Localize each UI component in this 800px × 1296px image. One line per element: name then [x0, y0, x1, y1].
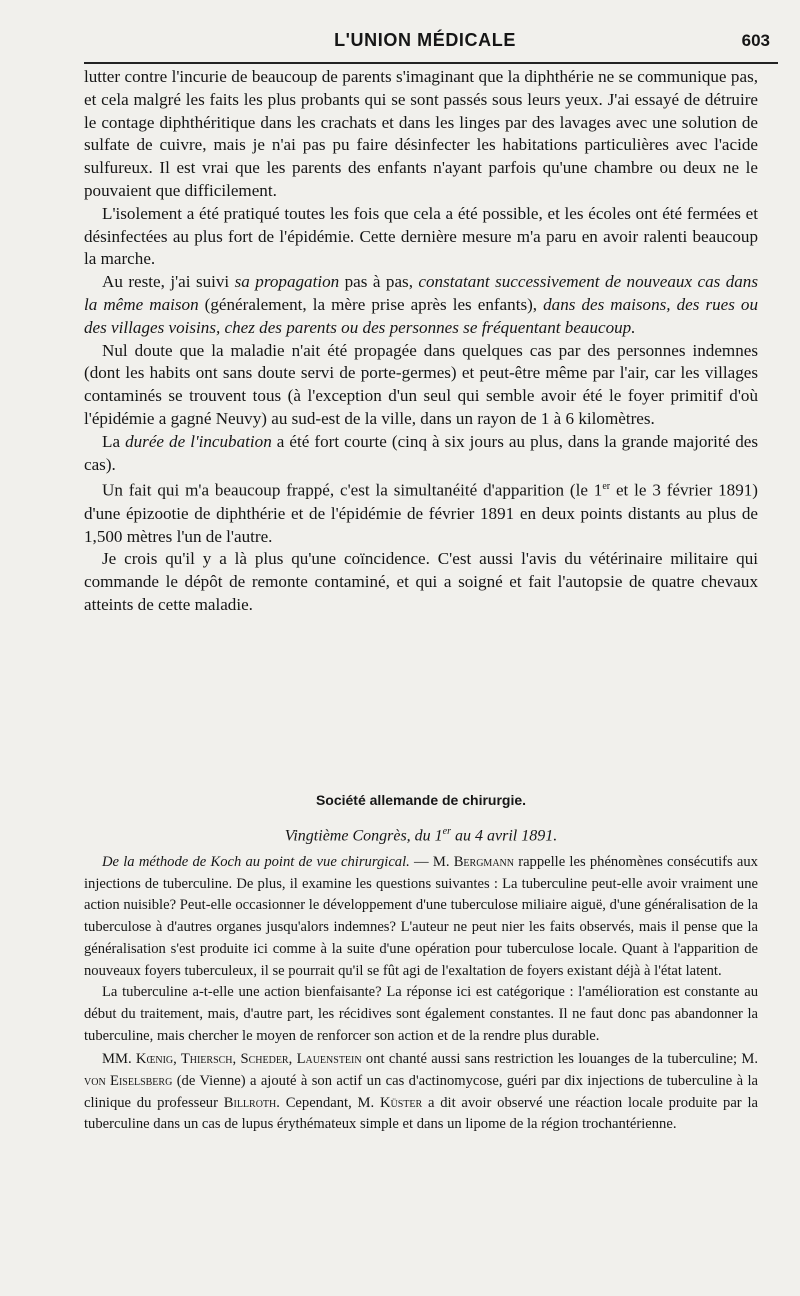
report-paragraph-1: De la méthode de Koch au point de vue chirurgical. — M. Bergmann rappelle les phénomènes consécutifs aux injections de tuberculine. De plus, il examine les questions suivantes : La tuberculine peut-elle avoir vraiment une action nuisible? Peut-elle occasionner le développement d'une tuberculose miliaire aiguë, d'une généralisation de la tuberculose à d'autres organes jusqu'alors indemnes? L'auteur ne peut nier les faits observés, mais il pense que la généralisation s'est produite ici comme à la suite d'une opération pour tuberculose locale. Quant à l'apparition de nouveaux foyers tuberculeux, il se pourrait qu'il se fût agi de l'exaltation de foyers existant déjà à l'état latent. [84, 854, 758, 979]
italic-phrase: durée de l'incubation [125, 431, 272, 451]
author-name: von Eiselsberg [84, 1073, 173, 1090]
section-heading: Société allemande de chirurgie. [315, 792, 527, 808]
paragraph-2: L'isolement a été pratiqué toutes les fois que cela a été possible, et les écoles ont été fermées et désinfectées au plus fort de l'épidémie. Cette dernière mesure m'a paru en avoir ralenti beaucoup la marche. [84, 203, 758, 269]
paragraph-4: Nul doute que la maladie n'ait été propagée dans quelques cas par des personnes indemnes (dont les habits ont sans doute servi de porte-germes) et peut-être même par l'air, car les villages contaminés se trouvent tous (à l'exception d'un seul qui semble avoir été le foyer primitif d'où l'épidémie a gagné Neuvy) au sud-est de la ville, dans un rayon de 1 à 6 kilomètres. [84, 340, 758, 428]
author-name: Bergmann [453, 854, 514, 870]
author-names: Kœnig, Thiersch, Scheder, Lauenstein [135, 1051, 362, 1068]
page-number: 603 [741, 31, 770, 50]
paragraph-5: La durée de l'incubation a été fort courte (cinq à six jours au plus, dans la grande majorité des cas). [84, 431, 758, 474]
author-name: Billroth [223, 1094, 277, 1111]
report-paragraph-2: La tuberculine a-t-elle une action bienfaisante? La réponse ici est catégorique : l'amélioration est constante au début du traitement, mais, d'autre part, les récidives sont également constantes. Il ne faut donc pas abandonner la tuberculine, mais chercher le moyen de renforcer son action et de la rendre plus durable. [84, 984, 758, 1044]
report-topic-title: De la méthode de Koch au point de vue chirurgical. [102, 854, 410, 870]
section-subheading: Vingtième Congrès, du 1er au 4 avril 1891. [284, 826, 558, 845]
paragraph-3: Au reste, j'ai suivi sa propagation pas à pas, constatant successivement de nouveaux cas dans la même maison (généralement, la mère prise après les enfants), dans des maisons, des rues ou des villages voisins, chez des parents ou des personnes se fréquentant beaucoup. [84, 272, 759, 337]
italic-phrase: constatant successivement de nouveaux cas dans la même maison [84, 272, 759, 314]
header-rule [84, 62, 778, 64]
article-body [84, 66, 758, 617]
paragraph-6: Un fait qui m'a beaucoup frappé, c'est la simultanéité d'apparition (le 1er et le 3 février 1891) d'une épizootie de diphthérie et de l'épidémie de février 1891 en deux points distants au plus de 1,500 mètres l'un de l'autre. [84, 481, 758, 546]
italic-phrase: sa propagation [234, 272, 340, 292]
italic-phrase: dans des maisons, des rues ou des villages voisins, chez des parents ou des personnes se fréquentant beaucoup. [84, 294, 759, 337]
report-paragraph-3: MM. Kœnig, Thiersch, Scheder, Lauenstein ont chanté aussi sans restriction les louanges de la tuberculine; M. von Eiselsberg (de Vienne) a ajouté à son actif un cas d'actinomycose, guéri par dix injections de tuberculine à la clinique du professeur Billroth. Cependant, M. Küster a dit avoir observé une réaction locale produite par la tuberculine dans un cas de lupus érythémateux simple et dans un lipome de la région trochantérienne. [84, 1051, 758, 1133]
running-header [80, 24, 770, 56]
author-name: Küster [379, 1094, 423, 1111]
journal-title: L'UNION MÉDICALE [334, 30, 516, 50]
paragraph-1: lutter contre l'incurie de beaucoup de parents s'imaginant que la diphthérie ne se communique pas, et cela malgré les faits les plus probants qui se sont passés sous leurs yeux. J'ai essayé de détruire le contage diphthéritique dans les crachats et dans les linges par des lavages avec une solution de sulfate de cuivre, mais je n'ai pas pu faire désinfecter les habitations particulières avec l'acide sulfureux. Il est vrai que les parents des enfants n'ayant parfois qu'une chambre ou deux ne le pouvaient que difficilement. [84, 67, 758, 200]
paragraph-7: Je crois qu'il y a là plus qu'une coïncidence. C'est aussi l'avis du vétérinaire militaire qui commande le dépôt de remonte contaminé, et qui a soigné et fait l'autopsie de quatre chevaux atteints de cette maladie. [84, 549, 758, 615]
congress-report [84, 852, 758, 1136]
